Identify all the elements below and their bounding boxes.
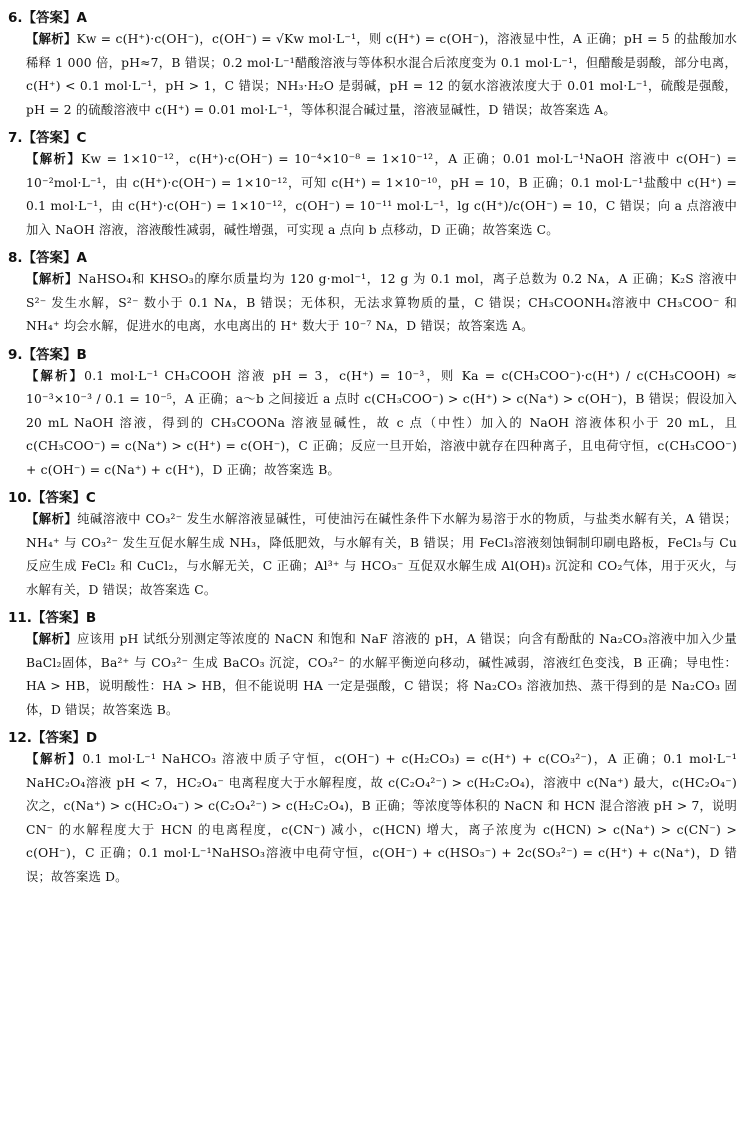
answer-tag: 【答案】 [22,10,77,26]
question-8 [8,248,737,339]
answer-tag: 【答案】 [31,610,86,626]
answer-line [8,728,737,748]
question-number: 6. [8,10,23,26]
question-7 [8,128,737,242]
question-11 [8,608,737,722]
answer-value: B [76,346,87,363]
analysis-tag: 【解析】 [26,368,85,383]
analysis-text: Kw = c(H⁺)·c(OH⁻)，c(OH⁻) = √Kw mol·L⁻¹，则 c(H⁺) = c(OH⁻)，溶液显中性，A 正确；pH = 5 的盐酸加水稀释 1 000 倍，pH≈7，B 错误；0.2 mol·L⁻¹醋酸溶液与等体积水混合后浓度变为 0.1 mol·L⁻¹，但醋酸是弱酸，部分电离，c(H⁺) < 0.1 mol·L⁻¹，pH > 1，C 错误；NH₃·H₂O 是弱碱，pH = 12 的氨水溶液浓度大于 0.01 mol·L⁻¹，硫酸是强酸，pH = 2 的硫酸溶液中 c(H⁺) = 0.01 mol·L⁻¹，等体积混合碱过量，溶液显碱性，D 错误；故答案选 A。 [26,32,737,117]
question-number: 10. [8,490,32,506]
analysis-paragraph [8,148,737,242]
analysis-paragraph [8,365,737,483]
answer-line [8,248,737,268]
analysis-paragraph [8,508,737,602]
analysis-text: NaHSO₄和 KHSO₃的摩尔质量均为 120 g·mol⁻¹，12 g 为 0.1 mol，离子总数为 0.2 Nᴀ，A 正确；K₂S 溶液中 S²⁻ 发生水解，S²⁻ 数小于 0.1 Nᴀ，B 错误；无体积，无法求算物质的量，C 错误；CH₃COONH₄溶液中 CH₃COO⁻ 和 NH₄⁺ 均会水解，促进水的电离，水电离出的 H⁺ 数大于 10⁻⁷ Nᴀ，D 错误；故答案选 A。 [26,272,737,333]
answer-tag: 【答案】 [22,130,77,146]
question-number: 12. [8,730,32,746]
analysis-text: 0.1 mol·L⁻¹ NaHCO₃ 溶液中质子守恒，c(OH⁻) + c(H₂CO₃) = c(H⁺) + c(CO₃²⁻)，A 正确；0.1 mol·L⁻¹ NaHC₂O₄溶液 pH < 7，HC₂O₄⁻ 电离程度大于水解程度，故 c(C₂O₄²⁻) > c(H₂C₂O₄)，溶液中 c(Na⁺) 最大，c(HC₂O₄⁻) 次之，c(Na⁺) > c(HC₂O₄⁻) > c(C₂O₄²⁻) > c(H₂C₂O₄)，B 正确；等浓度等体积的 NaCN 和 HCN 混合溶液 pH > 7，说明 CN⁻ 的水解程度大于 HCN 的电离程度，c(CN⁻) 减小，c(HCN) 增大，离子浓度为 c(HCN) > c(Na⁺) > c(CN⁻) > c(OH⁻)，C 正确；0.1 mol·L⁻¹NaHSO₃溶液中电荷守恒，c(OH⁻) + c(HSO₃⁻) + 2c(SO₃²⁻) = c(H⁺) + c(Na⁺)，D 错误；故答案选 D。 [26,752,737,884]
answer-value: D [85,730,98,746]
analysis-tag: 【解析】 [26,752,83,766]
answer-line [8,345,737,365]
analysis-tag: 【解析】 [26,272,78,286]
answer-value: A [76,10,87,26]
answer-tag: 【答案】 [22,250,77,266]
answer-line [8,8,737,28]
question-9 [8,345,737,483]
question-12 [8,728,737,889]
analysis-paragraph [8,748,737,889]
answer-value: C [85,490,96,506]
analysis-text: 0.1 mol·L⁻¹ CH₃COOH 溶液 pH = 3，c(H⁺) = 10⁻³，则 Ka = c(CH₃COO⁻)·c(H⁺) / c(CH₃COOH) ≈ 10⁻³×10⁻³ / 0.1 = 10⁻⁵，A 正确；a～b 之间接近 a 点时 c(CH₃COO⁻) > c(H⁺) > c(Na⁺) > c(OH⁻)，B 错误；假设加入 20 mL NaOH 溶液，得到的 CH₃COONa 溶液显碱性，故 c 点（中性）加入的 NaOH 溶液体积小于 20 mL，且 c(CH₃COO⁻) = c(Na⁺) > c(H⁺) = c(OH⁻)，C 正确；反应一旦开始，溶液中就存在四种离子，且电荷守恒，c(CH₃COO⁻) + c(OH⁻) = c(Na⁺) + c(H⁺)，D 正确；故答案选 B。 [26,368,737,477]
question-number: 8. [8,250,23,266]
answer-line [8,488,737,508]
question-number: 7. [8,130,23,146]
answer-tag: 【答案】 [31,490,86,506]
answer-value: A [76,250,87,266]
question-number: 9. [8,346,23,363]
answer-line [8,128,737,148]
answer-value: C [76,130,87,146]
answer-value: B [85,610,97,626]
answer-tag: 【答案】 [22,346,77,363]
analysis-text: 纯碱溶液中 CO₃²⁻ 发生水解溶液显碱性，可使油污在碱性条件下水解为易溶于水的物质，与盐类水解有关，A 错误；NH₄⁺ 与 CO₃²⁻ 发生互促水解生成 NH₃，降低肥效，与水解有关，B 错误；用 FeCl₃溶液刻蚀铜制印刷电路板，FeCl₃与 Cu 反应生成 FeCl₂ 和 CuCl₂，与水解无关，C 正确；Al³⁺ 与 HCO₃⁻ 互促双水解生成 Al(OH)₃ 沉淀和 CO₂气体，用于灭火，与水解有关，D 错误；故答案选 C。 [26,512,737,597]
analysis-text: Kw = 1×10⁻¹²，c(H⁺)·c(OH⁻) = 10⁻⁴×10⁻⁸ = 1×10⁻¹²，A 正确；0.01 mol·L⁻¹NaOH 溶液中 c(OH⁻) = 10⁻²mol·L⁻¹，由 c(H⁺)·c(OH⁻) = 1×10⁻¹²，可知 c(H⁺) = 1×10⁻¹⁰，pH = 10，B 正确；0.1 mol·L⁻¹盐酸中 c(H⁺) = 0.1 mol·L⁻¹，由 c(H⁺)·c(OH⁻) = 1×10⁻¹²，c(OH⁻) = 10⁻¹¹ mol·L⁻¹，lg c(H⁺)/c(OH⁻) = 10，C 错误；向 a 点溶液中加入 NaOH 溶液，溶液酸性减弱，碱性增强，可实现 a 点向 b 点移动，D 正确；故答案选 C。 [26,152,737,237]
question-6 [8,8,737,122]
analysis-paragraph [8,28,737,122]
question-10 [8,488,737,602]
analysis-paragraph [8,268,737,339]
analysis-tag: 【解析】 [26,632,77,646]
answer-line [8,608,737,628]
analysis-tag: 【解析】 [26,512,78,526]
analysis-text: 应该用 pH 试纸分别测定等浓度的 NaCN 和饱和 NaF 溶液的 pH，A 错误；向含有酚酞的 Na₂CO₃溶液中加入少量 BaCl₂固体，Ba²⁺ 与 CO₃²⁻ 生成 BaCO₃ 沉淀，CO₃²⁻ 的水解平衡逆向移动，碱性减弱，溶液红色变浅，B 正确；导电性：HA > HB，说明酸性：HA > HB，但不能说明 HA 一定是强酸，C 错误；将 Na₂CO₃ 溶液加热、蒸干得到的是 Na₂CO₃ 固体，D 错误；故答案选 B。 [26,632,737,717]
question-number: 11. [8,610,32,626]
analysis-tag: 【解析】 [26,152,82,166]
answer-tag: 【答案】 [31,730,86,746]
analysis-paragraph [8,628,737,722]
analysis-tag: 【解析】 [26,32,77,46]
